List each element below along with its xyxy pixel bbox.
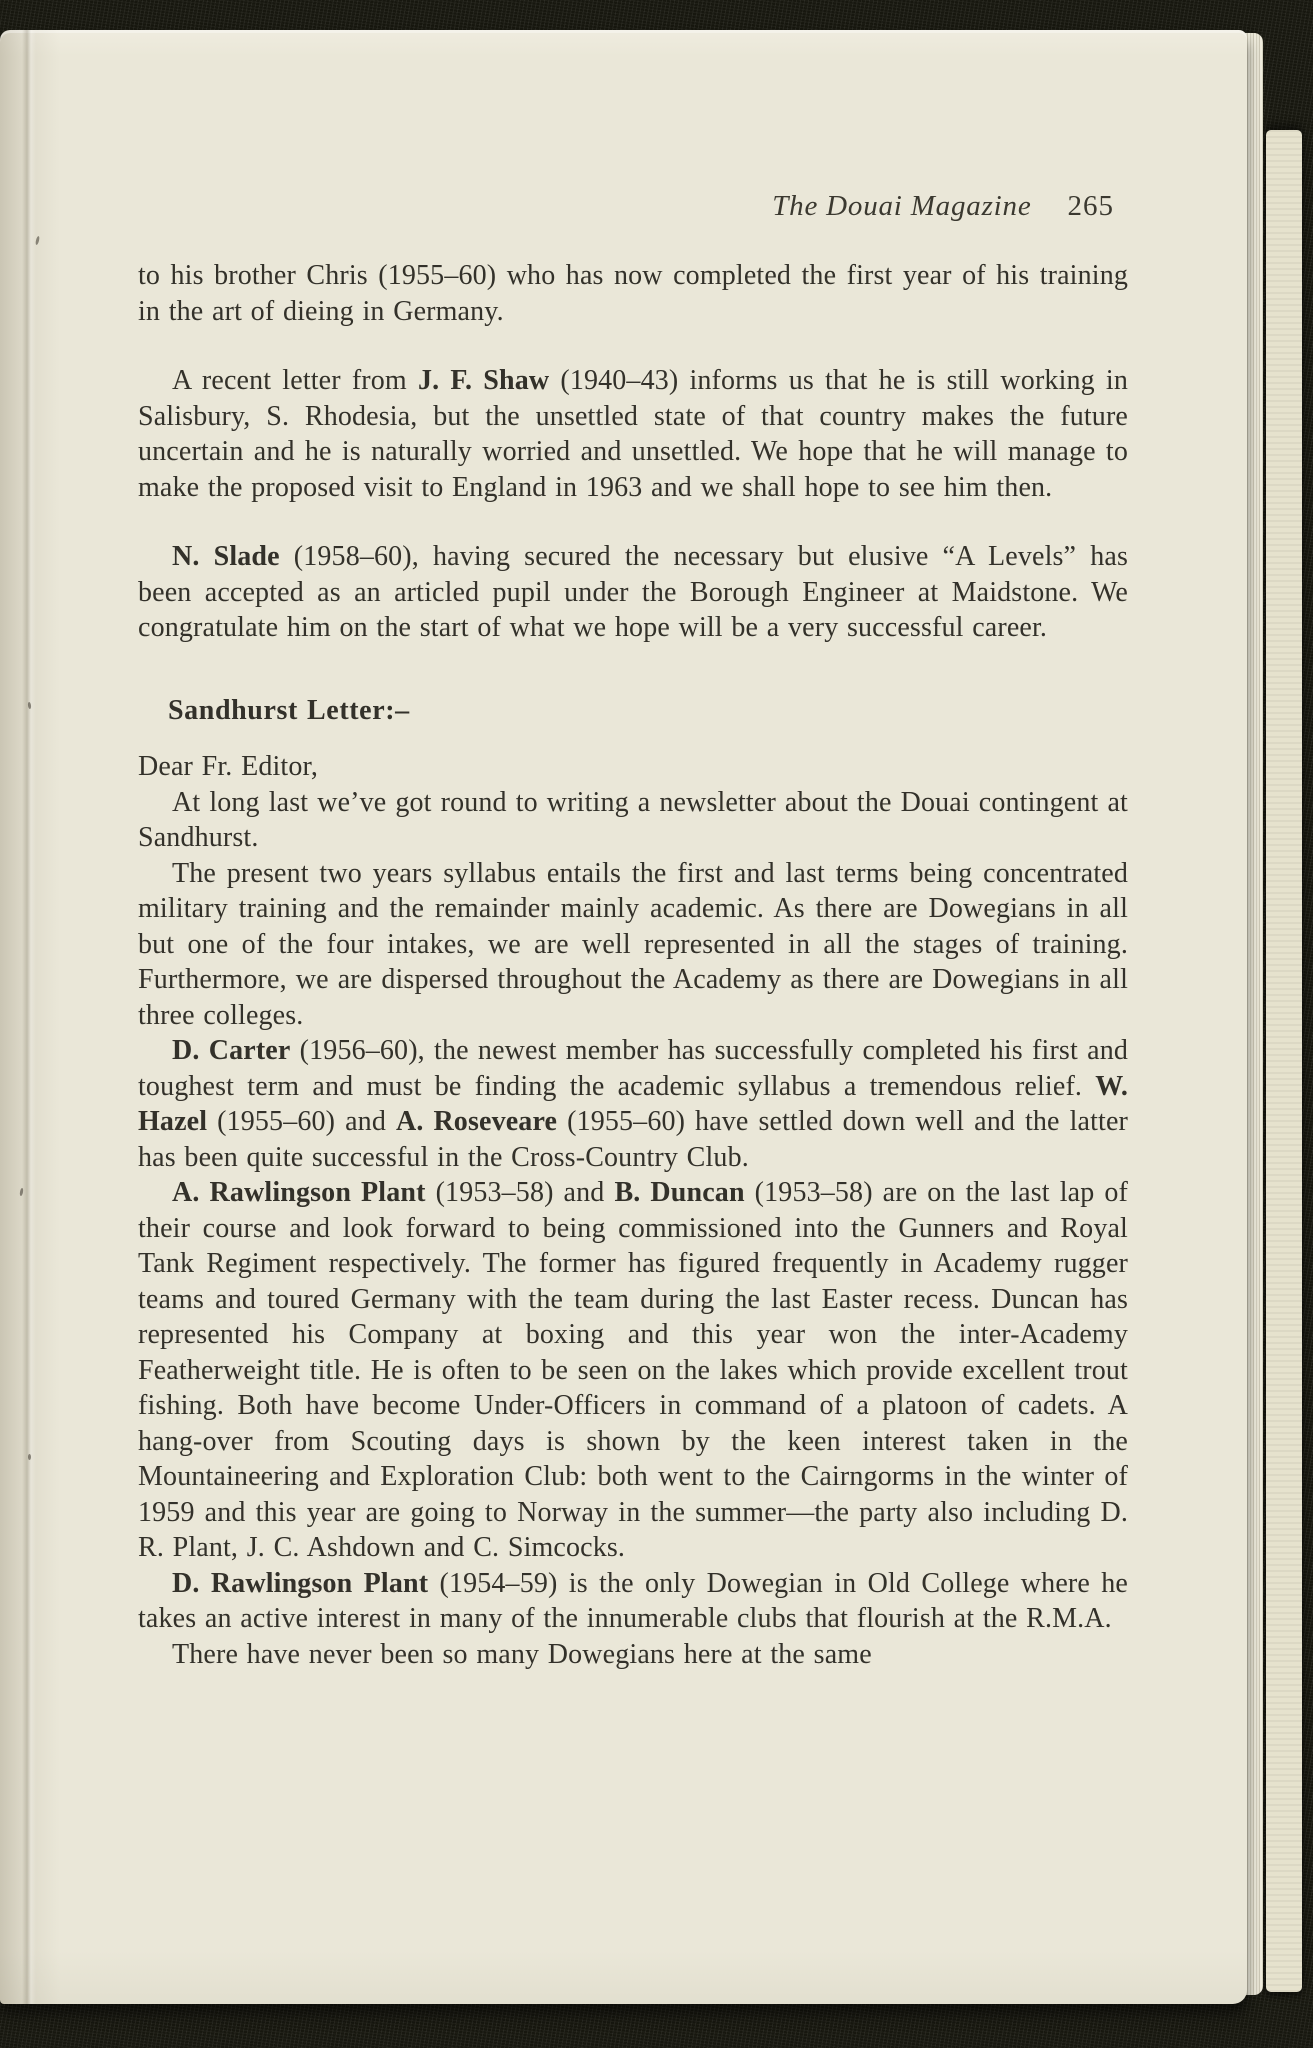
page-content xyxy=(0,30,1247,2004)
text-run: (1955–60) have settled down well and the latter has been quite successful in the Cross-Country Club. xyxy=(138,1106,1129,1173)
bold-name-run: B. Duncan xyxy=(614,1177,745,1208)
paragraph-syllabus xyxy=(138,856,1128,1034)
bold-name-run: W. Hazel xyxy=(138,1070,1128,1137)
paragraph-slade xyxy=(138,539,1128,646)
paragraph-d-rawlingson xyxy=(138,1566,1128,1637)
text-run: (1953–58) and xyxy=(425,1177,615,1208)
text-run: (1954–59) is the only Dowegian in Old College where he takes an active interest in many of the innumerable clubs that flourish at the R.M.A. xyxy=(138,1567,1128,1634)
paragraph-closing xyxy=(138,1637,1128,1673)
running-head xyxy=(138,30,1128,223)
bold-name-run: A. Roseveare xyxy=(395,1106,558,1137)
article-body xyxy=(138,258,1128,1672)
bold-name-run: Sandhurst Letter:– xyxy=(168,694,410,726)
text-run: (1958–60), having secured the necessary but elusive “A Levels” has been accepted as an articled pupil under the Borough Engineer at Maidstone. We congratulate him on the start of what we hope will be a very successful career. xyxy=(138,541,1128,643)
bold-name-run: D. Carter xyxy=(172,1035,291,1066)
text-run: A recent letter from xyxy=(172,365,418,396)
bold-name-run: A. Rawlingson Plant xyxy=(172,1177,426,1208)
book-fore-edge xyxy=(1266,130,1302,1992)
journal-title: The Douai Magazine xyxy=(772,190,1032,222)
text-run: (1955–60) and xyxy=(207,1106,396,1137)
text-run: to his brother Chris (1955–60) who has now completed the first year of his training in the art of dieing in Germany. xyxy=(138,260,1128,327)
text-run: Dear Fr. Editor, xyxy=(138,751,319,782)
bold-name-run: J. F. Shaw xyxy=(417,365,550,396)
page-edge-stack xyxy=(1245,33,1263,1995)
bold-name-run: N. Slade xyxy=(172,541,280,572)
paragraph-rawlingson-duncan xyxy=(138,1175,1128,1566)
text-run: There have never been so many Dowegians here at the same xyxy=(172,1638,872,1670)
section-heading-sandhurst-letter xyxy=(138,693,1128,729)
text-run: (1953–58) are on the last lap of their course and look forward to being commissioned into the Gunners and Royal Tank Regiment respectively. The former has figured frequently in Academy rugger teams and toured Germany with the team during the last Easter recess. Duncan has represented his Company at boxing and this year won the inter-Academy Featherweight title. He is often to be seen on the lakes which provide excellent trout fishing. Both have become Under-Officers in command of a platoon of cadets. A hang-over from Scouting days is shown by the keen interest taken in the Mountaineering and Exploration Club: both went to the Cairngorms in the winter of 1959 and this year are going to Norway in the summer—the party also including D. R. Plant, J. C. Ashdown and C. Simcocks. xyxy=(138,1177,1128,1563)
paragraph-carter xyxy=(138,1033,1128,1175)
paragraph-shaw xyxy=(138,363,1128,505)
page-number: 265 xyxy=(1067,190,1114,222)
paragraph-salutation xyxy=(138,749,1128,785)
text-run: At long last we’ve got round to writing a newsletter about the Douai contingent at Sandhurst. xyxy=(138,786,1128,853)
text-run: (1956–60), the newest member has successfully completed his first and toughest term and must be finding the academic syllabus a tremendous relief. xyxy=(138,1035,1128,1102)
magazine-page xyxy=(0,30,1247,2004)
paragraph-letter-intro xyxy=(138,785,1128,856)
text-run: The present two years syllabus entails the first and last terms being concentrated military training and the remainder mainly academic. As there are Dowegians in all but one of the four intakes, we are well represented in all the stages of training. Furthermore, we are dispersed throughout the Academy as there are Dowegians in all three colleges. xyxy=(138,857,1128,1031)
text-run: (1940–43) informs us that he is still working in Salisbury, S. Rhodesia, but the unsettled state of that country makes the future uncertain and he is naturally worried and unsettled. We hope that he will manage to make the proposed visit to England in 1963 and we shall hope to see him then. xyxy=(138,365,1128,503)
bold-name-run: D. Rawlingson Plant xyxy=(172,1567,429,1599)
paragraph-continuation xyxy=(138,258,1128,329)
